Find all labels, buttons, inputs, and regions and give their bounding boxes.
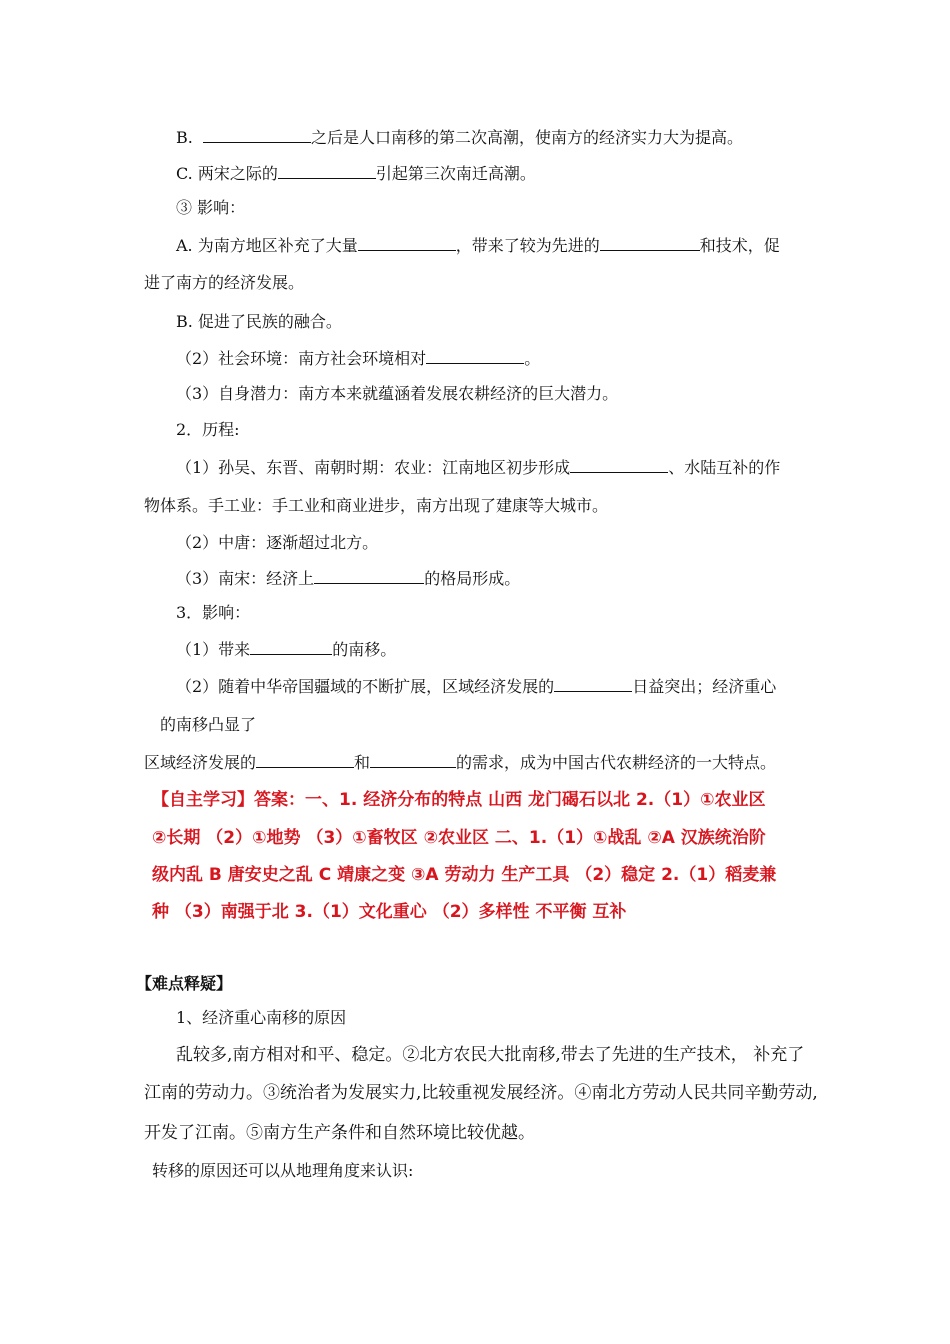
label-b: B. <box>176 128 193 147</box>
line-influence-3 <box>144 751 776 774</box>
text: 引起第三次南迁高潮。 <box>375 164 536 183</box>
line-c <box>176 162 536 185</box>
line-influence-2 <box>176 675 776 698</box>
text: C. 两宋之际的 <box>176 164 278 183</box>
text: 和技术，促 <box>699 236 780 255</box>
paragraph-line-3: 开发了江南。⑤南方生产条件和自然环境比较优越。 <box>144 1123 535 1143</box>
text: 区域经济发展的 <box>144 753 257 772</box>
line-a <box>176 234 780 257</box>
fill-blank[interactable] <box>250 638 332 655</box>
text: （1）孙吴、东晋、南朝时期：农业：江南地区初步形成 <box>176 458 571 477</box>
text: 之后是人口南移的第二次高潮，使南方的经济实力大为提高。 <box>311 128 744 147</box>
heading-influence: 3．影响： <box>176 603 251 622</box>
line-influence-2-cont: 的南移凸显了 <box>160 715 257 734</box>
line-a-cont: 进了南方的经济发展。 <box>144 273 305 292</box>
text: （1）带来 <box>176 640 251 659</box>
text: ，带来了较为先进的 <box>455 236 600 255</box>
answer-line-1: 【自主学习】答案：一、1. 经济分布的特点 山西 龙门碣石以北 2.（1）①农业区 <box>152 790 766 810</box>
text: 的需求，成为中国古代农耕经济的一大特点。 <box>456 753 777 772</box>
text: 、水陆互补的作 <box>668 458 781 477</box>
text: 和 <box>354 753 371 772</box>
line-env <box>176 347 540 370</box>
answer-line-4: 种 （3）南强于北 3.（1）文化重心 （2）多样性 不平衡 互补 <box>152 902 627 922</box>
fill-blank[interactable] <box>554 675 632 692</box>
answer-line-2: ②长期 （2）①地势 （3）①畜牧区 ②农业区 二、1.（1）①战乱 ②A 汉族统治阶 <box>152 828 766 848</box>
fill-blank[interactable] <box>256 751 354 768</box>
text: （2）社会环境：南方社会环境相对 <box>176 349 427 368</box>
paragraph-line-1: 乱较多,南方相对和平、稳定。②北方农民大批南移,带去了先进的生产技术， 补充了 <box>176 1045 805 1065</box>
paragraph-line-4: 转移的原因还可以从地理角度来认识: <box>152 1161 414 1180</box>
text: 日益突出；经济重心 <box>632 677 777 696</box>
answer-line-3: 级内乱 B 唐安史之乱 C 靖康之变 ③A 劳动力 生产工具 （2）稳定 2.（1）稻麦兼 <box>152 865 777 885</box>
fill-blank[interactable] <box>314 567 424 584</box>
text: A. 为南方地区补充了大量 <box>176 236 358 255</box>
paragraph-line-2: 江南的劳动力。③统治者为发展实力,比较重视发展经济。④南北方劳动人民共同辛勤劳动, <box>144 1083 818 1103</box>
fill-blank[interactable] <box>600 234 700 251</box>
fill-blank[interactable] <box>203 126 311 143</box>
line-course-2: （2）中唐：逐渐超过北方。 <box>176 533 379 552</box>
fill-blank[interactable] <box>370 751 456 768</box>
line-b2: B. 促进了民族的融合。 <box>176 312 342 331</box>
line-course-1 <box>176 456 780 479</box>
line-influence-1 <box>176 638 396 661</box>
text: 的格局形成。 <box>424 569 521 588</box>
line-b <box>176 126 743 149</box>
fill-blank[interactable] <box>426 347 524 364</box>
text: 。 <box>524 349 541 368</box>
text: 的南移。 <box>332 640 397 659</box>
heading-course: 2．历程: <box>176 420 240 439</box>
section-heading: 【难点释疑】 <box>136 974 233 993</box>
fill-blank[interactable] <box>358 234 456 251</box>
line-self: （3）自身潜力：南方本来就蕴涵着发展农耕经济的巨大潜力。 <box>176 384 619 403</box>
fill-blank[interactable] <box>278 162 376 179</box>
line-course-3 <box>176 567 520 590</box>
text: （2）随着中华帝国疆域的不断扩展，区域经济发展的 <box>176 677 555 696</box>
text: （3）南宋：经济上 <box>176 569 315 588</box>
heading-impact: ③ 影响： <box>176 198 246 217</box>
line-course-1-cont: 物体系。手工业：手工业和商业进步，南方出现了建康等大城市。 <box>144 496 609 515</box>
subheading: 1、经济重心南移的原因 <box>176 1008 347 1027</box>
fill-blank[interactable] <box>570 456 668 473</box>
